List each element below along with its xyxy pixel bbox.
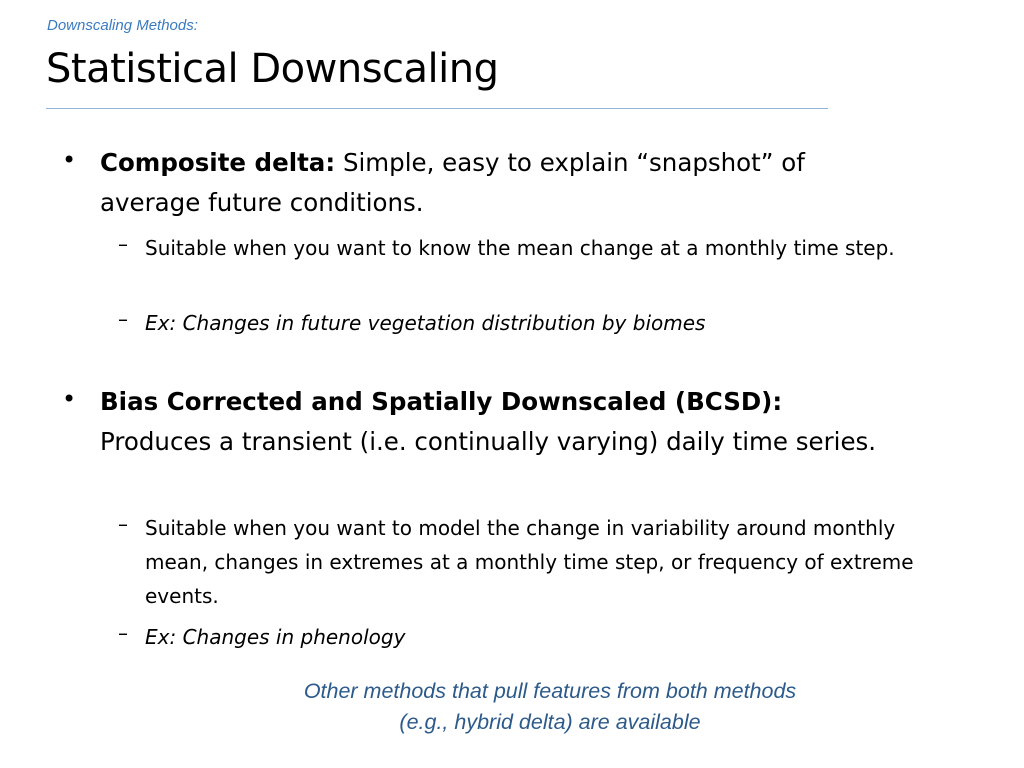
sub-bullet-item: Suitable when you want to model the change in variability around monthly mean, changes in extremes at a monthly time step, or frequency of extreme events. [145, 516, 914, 608]
bullet-marker: • [62, 146, 77, 174]
sub-bullet-example: Ex: Changes in phenology [145, 625, 406, 649]
sub-bullet-marker: – [118, 512, 128, 536]
bullet-description: Simple, easy to explain “snapshot” of average future conditions. [100, 148, 805, 217]
bullet-bcsd [100, 382, 900, 462]
bullet-description: Produces a transient (i.e. continually varying) daily time series. [100, 427, 877, 456]
bullet-term: Composite delta: [100, 148, 336, 177]
sub-bullet-example: Ex: Changes in future vegetation distribution by biomes [145, 311, 706, 335]
slide-title: Statistical Downscaling [46, 46, 499, 92]
sub-bullet-item: Suitable when you want to know the mean change at a monthly time step. [145, 236, 895, 260]
footnote [230, 676, 870, 738]
footnote-line-1: Other methods that pull features from both methods [303, 679, 797, 703]
bullet-marker: • [62, 385, 77, 413]
bullet-term: Bias Corrected and Spatially Downscaled (BCSD): [100, 387, 783, 416]
footnote-line-2: (e.g., hybrid delta) are available [399, 710, 701, 734]
bullet-composite-delta [100, 143, 890, 223]
sub-bullet-marker: – [118, 307, 128, 331]
sub-bullet-marker: – [118, 621, 128, 645]
sub-bullet-marker: – [118, 232, 128, 256]
slide-kicker: Downscaling Methods: [47, 17, 198, 34]
